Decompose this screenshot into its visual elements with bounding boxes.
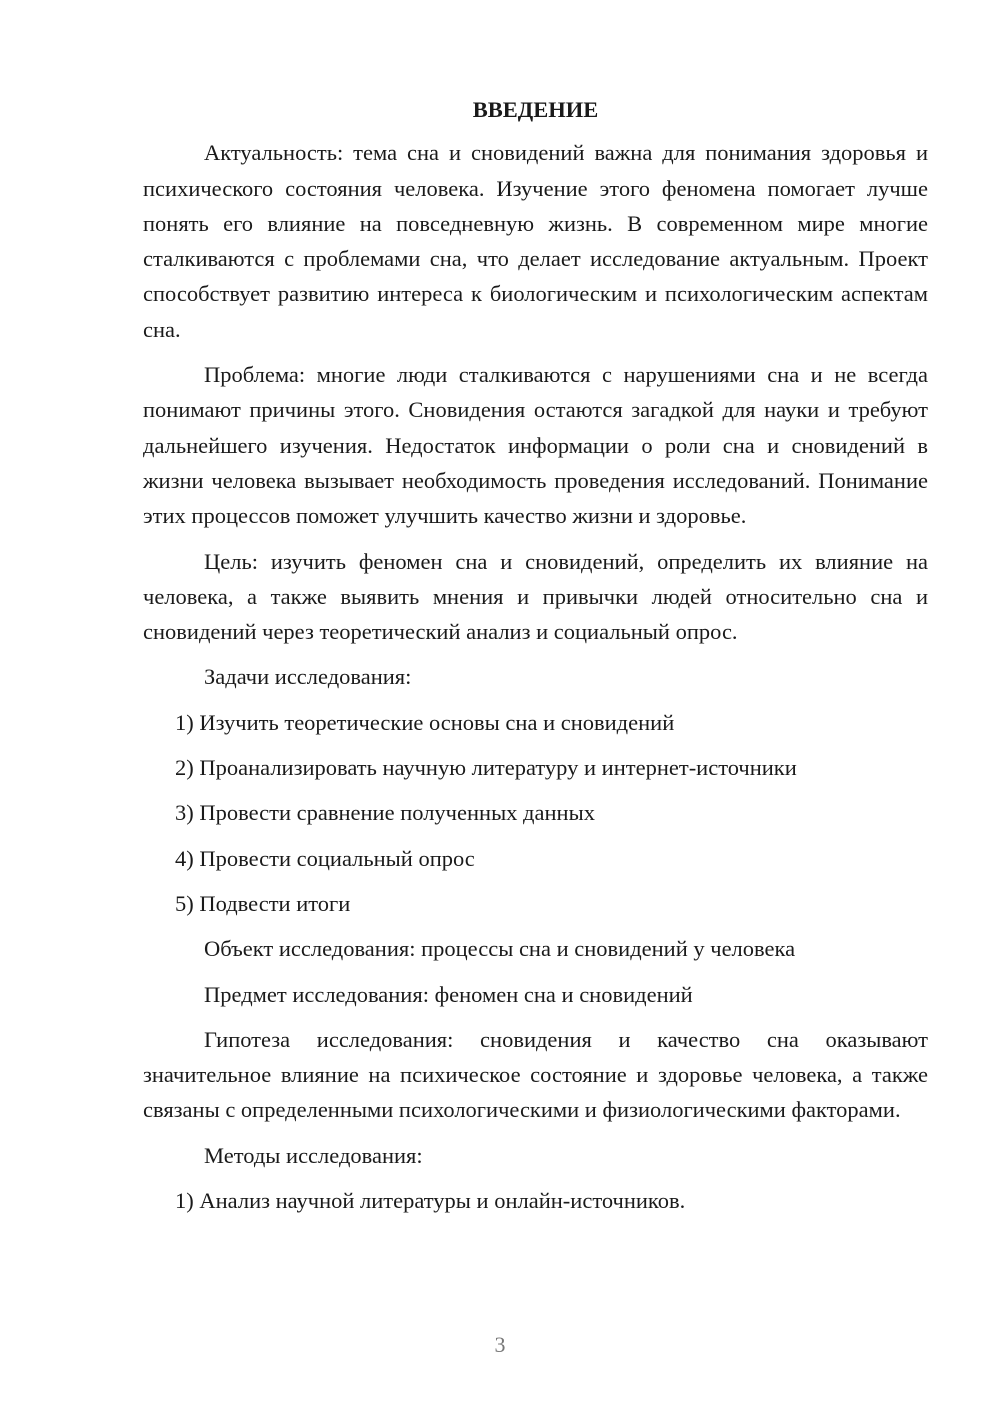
subject-line: Предмет исследования: феномен сна и сновидений [204, 981, 693, 1007]
problem-paragraph: Проблема: многие люди сталкиваются с нарушениями сна и не всегда понимают причины этого. Сновидения остаются загадкой для науки и требуют дальнейшего изучения. Недостаток информации о роли сна и сновидений в жизни человека вызывает необходимость проведения исследований. Понимание этих процессов поможет улучшить качество жизни и здоровье. [143, 362, 928, 529]
task-item: 5) Подвести итоги [175, 890, 351, 916]
task-item: 2) Проанализировать научную литературу и интернет-источники [175, 755, 797, 781]
hypothesis-paragraph: Гипотеза исследования: сновидения и качество сна оказывают значительное влияние на психическое состояние и здоровье человека, а также связаны с определенными психологическими и физиологическими факторами. [143, 1026, 928, 1123]
object-line: Объект исследования: процессы сна и сновидений у человека [204, 936, 796, 962]
task-item: 4) Провести социальный опрос [175, 845, 475, 871]
tasks-title: Задачи исследования: [204, 664, 412, 690]
page-body [143, 92, 928, 1228]
relevance-paragraph: Актуальность: тема сна и сновидений важна для понимания здоровья и психического состояния человека. Изучение этого феномена помогает лучше понять его влияние на повседневную жизнь. В современном мире многие сталкиваются с проблемами сна, что делает исследование актуальным. Проект способствует развитию интереса к биологическим и психологическим аспектам сна. [143, 140, 928, 342]
page-number: 3 [494, 1332, 506, 1357]
page-title: ВВЕДЕНИЕ [472, 97, 599, 122]
goal-paragraph: Цель: изучить феномен сна и сновидений, определить их влияние на человека, а также выявить мнения и привычки людей относительно сна и сновидений через теоретический анализ и социальный опрос. [143, 548, 928, 645]
task-item: 3) Провести сравнение полученных данных [175, 800, 595, 826]
methods-title: Методы исследования: [204, 1142, 423, 1168]
task-item: 1) Изучить теоретические основы сна и сновидений [175, 709, 675, 735]
method-item: 1) Анализ научной литературы и онлайн-источников. [175, 1188, 686, 1214]
